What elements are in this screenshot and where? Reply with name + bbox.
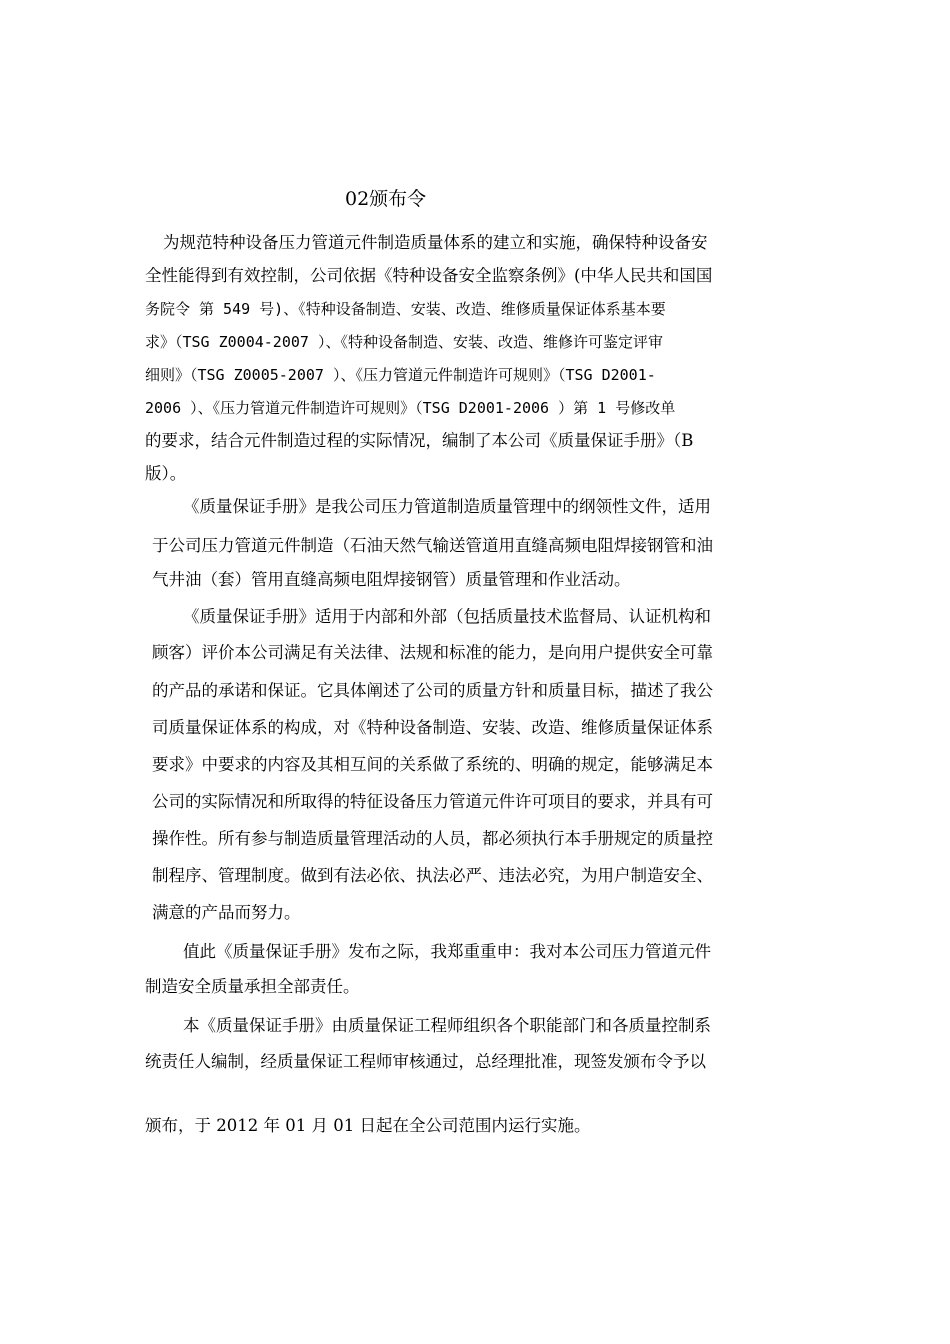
- paragraph-line: 顾客）评价本公司满足有关法律、法规和标准的能力，是向用户提供安全可靠: [152, 643, 713, 662]
- paragraph-line: 公司的实际情况和所取得的特征设备压力管道元件许可项目的要求，并具有可: [152, 792, 713, 811]
- paragraph-line: 司质量保证体系的构成，对《特种设备制造、安装、改造、维修质量保证体系: [152, 718, 713, 737]
- paragraph-line: 统责任人编制，经质量保证工程师审核通过，总经理批准，现签发颁布令予以: [145, 1052, 706, 1071]
- paragraph-line: 操作性。所有参与制造质量管理活动的人员，都必须执行本手册规定的质量控: [152, 829, 713, 848]
- paragraph-line: 求》（TSG Z0004-2007 ）、《特种设备制造、安装、改造、维修许可鉴定评审: [145, 333, 663, 351]
- paragraph-line: 《质量保证手册》是我公司压力管道制造质量管理中的纲领性文件，适用: [183, 497, 711, 516]
- paragraph-line: 版）。: [145, 464, 187, 483]
- paragraph-line: 值此《质量保证手册》发布之际，我郑重重申：我对本公司压力管道元件: [183, 942, 711, 961]
- paragraph-line: 颁布，于 2012 年 01 月 01 日起在全公司范围内运行实施。: [145, 1116, 591, 1135]
- paragraph-line: 全性能得到有效控制，公司依据《特种设备安全监察条例》(中华人民共和国国: [145, 266, 713, 285]
- paragraph-line: 气井油（套）管用直缝高频电阻焊接钢管）质量管理和作业活动。: [152, 570, 631, 589]
- paragraph-line: 的产品的承诺和保证。它具体阐述了公司的质量方针和质量目标，描述了我公: [152, 681, 713, 700]
- paragraph-line: 本《质量保证手册》由质量保证工程师组织各个职能部门和各质量控制系: [183, 1016, 711, 1035]
- paragraph-line: 务院令 第 549 号)、《特种设备制造、安装、改造、维修质量保证体系基本要: [145, 300, 666, 318]
- paragraph-line: 要求》中要求的内容及其相互间的关系做了系统的、明确的规定，能够满足本: [152, 755, 713, 774]
- paragraph-line: 于公司压力管道元件制造（石油天然气输送管道用直缝高频电阻焊接钢管和油: [152, 536, 713, 555]
- paragraph-line: 《质量保证手册》适用于内部和外部（包括质量技术监督局、认证机构和: [183, 607, 711, 626]
- page-title: 02颁布令: [345, 188, 427, 210]
- paragraph-line: 制程序、管理制度。做到有法必依、执法必严、违法必究，为用户制造安全、: [152, 866, 713, 885]
- paragraph-line: 2006 ）、《压力管道元件制造许可规则》（TSG D2001-2006 ）第 1 号修改单: [145, 399, 676, 417]
- paragraph-line: 制造安全质量承担全部责任。: [145, 977, 360, 996]
- paragraph-line: 满意的产品而努力。: [152, 903, 301, 922]
- paragraph-line: 的要求，结合元件制造过程的实际情况，编制了本公司《质量保证手册》（B: [145, 431, 694, 450]
- paragraph-line: 为规范特种设备压力管道元件制造质量体系的建立和实施，确保特种设备安: [163, 233, 708, 252]
- paragraph-line: 细则》（TSG Z0005-2007 ）、《压力管道元件制造许可规则》（TSG D2001-: [145, 366, 656, 384]
